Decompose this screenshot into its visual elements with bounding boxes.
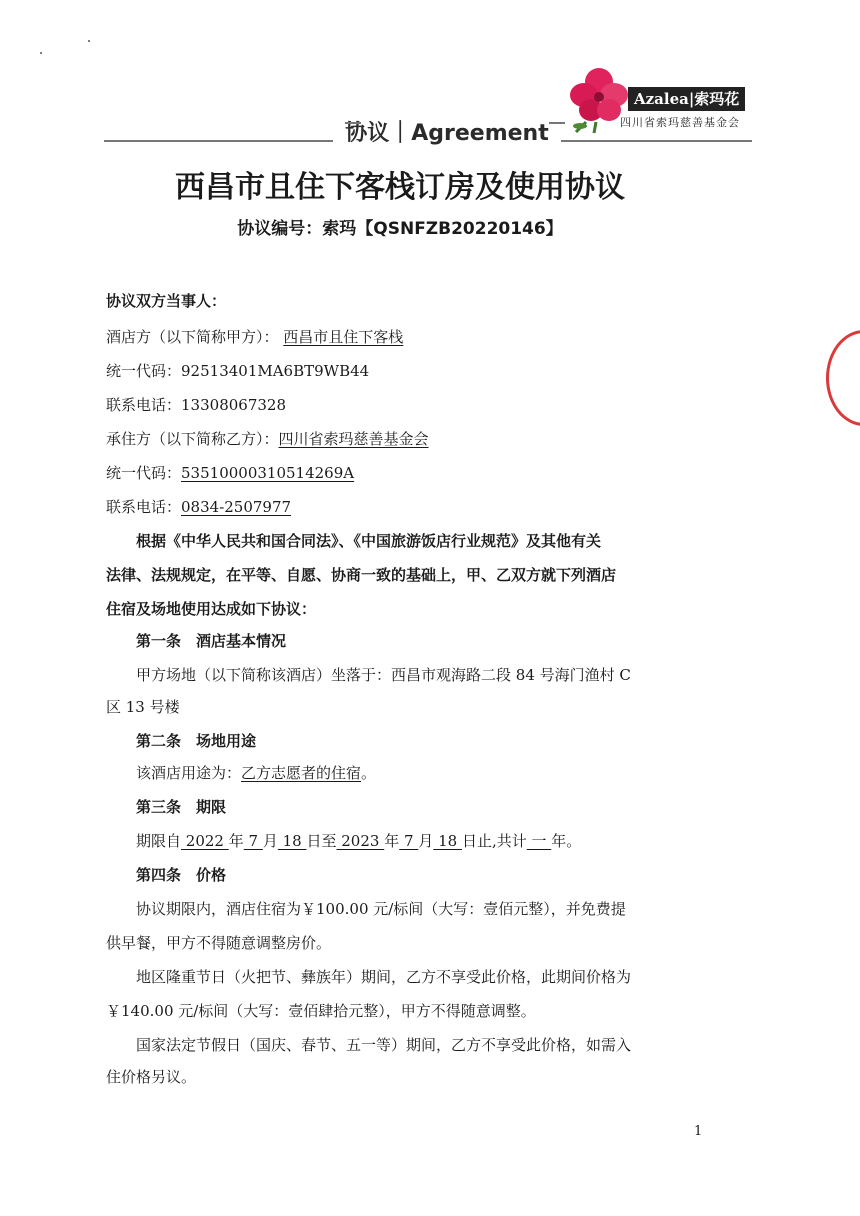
article-2-heading: 第二条 场地用途 [136,732,257,750]
hotel-code: 92513401MA6BT9WB44 [181,362,370,380]
price-line-1: 协议期限内，酒店住宿为￥100.00 元/标间（大写：壹佰元整），并免费提 [136,900,626,918]
hotel-phone-label: 联系电话： [106,396,182,414]
foundation-logo [566,62,756,134]
article-2-body [136,762,376,784]
hotel-party-line [106,326,403,348]
hotel-name: 西昌市且住下客栈 [283,328,404,346]
agreement-band-label: 协议｜Agreement [333,118,561,150]
scan-speck [88,40,90,42]
article-1-heading: 第一条 酒店基本情况 [136,632,287,650]
price-line-5: 国家法定节假日（国庆、春节、五一等）期间，乙方不享受此价格，如需入 [136,1036,632,1054]
tenant-label: 承住方（以下简称乙方）： [106,430,279,448]
hotel-code-label: 统一代码： [106,362,182,380]
tenant-name: 四川省索玛慈善基金会 [278,430,429,448]
use-prefix: 该酒店用途为： [136,764,242,782]
term-text: 日至 [306,832,337,850]
term-text: 年 [228,832,244,850]
hotel-code-line [106,360,369,382]
document-number: 协议编号：索玛【QSNFZB20220146】 [237,219,563,239]
price-line-2: 供早餐，甲方不得随意调整房价。 [106,934,332,952]
tenant-phone: 0834-2507977 [181,498,292,516]
start-day: 18 [277,832,307,850]
term-text: 月 [262,832,278,850]
hotel-label: 酒店方（以下简称甲方）： [106,328,279,346]
price-line-3: 地区隆重节日（火把节、彝族年）期间，乙方不享受此价格，此期间价格为 [136,968,632,986]
article-1-line-1: 甲方场地（以下简称该酒店）坐落于：西昌市观海路二段 84 号海门渔村 C [136,666,631,684]
tenant-code: 53510000310514269A [181,464,355,482]
term-text: 日止,共计 [461,832,527,850]
tenant-code-line [106,462,354,484]
term-text: 期限自 [136,832,182,850]
end-year: 2023 [336,832,385,850]
article-3-heading: 第三条 期限 [136,798,227,816]
hotel-phone: 13308067328 [181,396,286,414]
hotel-phone-line [106,394,286,416]
start-year: 2022 [181,832,229,850]
use-value: 乙方志愿者的住宿 [241,764,362,782]
end-day: 18 [433,832,462,850]
document-title: 西昌市且住下客栈订房及使用协议 [175,170,625,205]
term-text: 年。 [551,832,582,850]
tenant-party-line [106,428,429,450]
brand-name: Azalea|索玛花 [628,87,745,111]
term-text: 月 [418,832,434,850]
price-line-4: ￥140.00 元/标间（大写：壹佰肆拾元整），甲方不得随意调整。 [106,1002,536,1020]
scan-speck [40,52,42,54]
red-seal-edge [826,330,860,426]
tenant-phone-line [106,496,291,518]
use-suffix: 。 [361,764,377,782]
start-month: 7 [243,832,263,850]
basis-line-3: 住宿及场地使用达成如下协议： [106,600,317,618]
price-line-6: 住价格另议。 [106,1068,197,1086]
parties-heading: 协议双方当事人： [106,292,227,310]
article-4-heading: 第四条 价格 [136,866,227,884]
term-line [136,830,581,852]
basis-line-2: 法律、法规规定，在平等、自愿、协商一致的基础上，甲、乙双方就下列酒店 [106,566,617,584]
basis-line-1: 根据《中华人民共和国合同法》、《中国旅游饭店行业规范》及其他有关 [136,532,602,550]
tenant-phone-label: 联系电话： [106,498,182,516]
brand-subtitle: 四川省索玛慈善基金会 [620,116,740,129]
tenant-code-label: 统一代码： [106,464,182,482]
term-length: 一 [526,832,552,850]
end-month: 7 [399,832,419,850]
article-1-line-2: 区 13 号楼 [106,698,180,716]
page-number: 1 [694,1124,703,1139]
term-text: 年 [384,832,400,850]
